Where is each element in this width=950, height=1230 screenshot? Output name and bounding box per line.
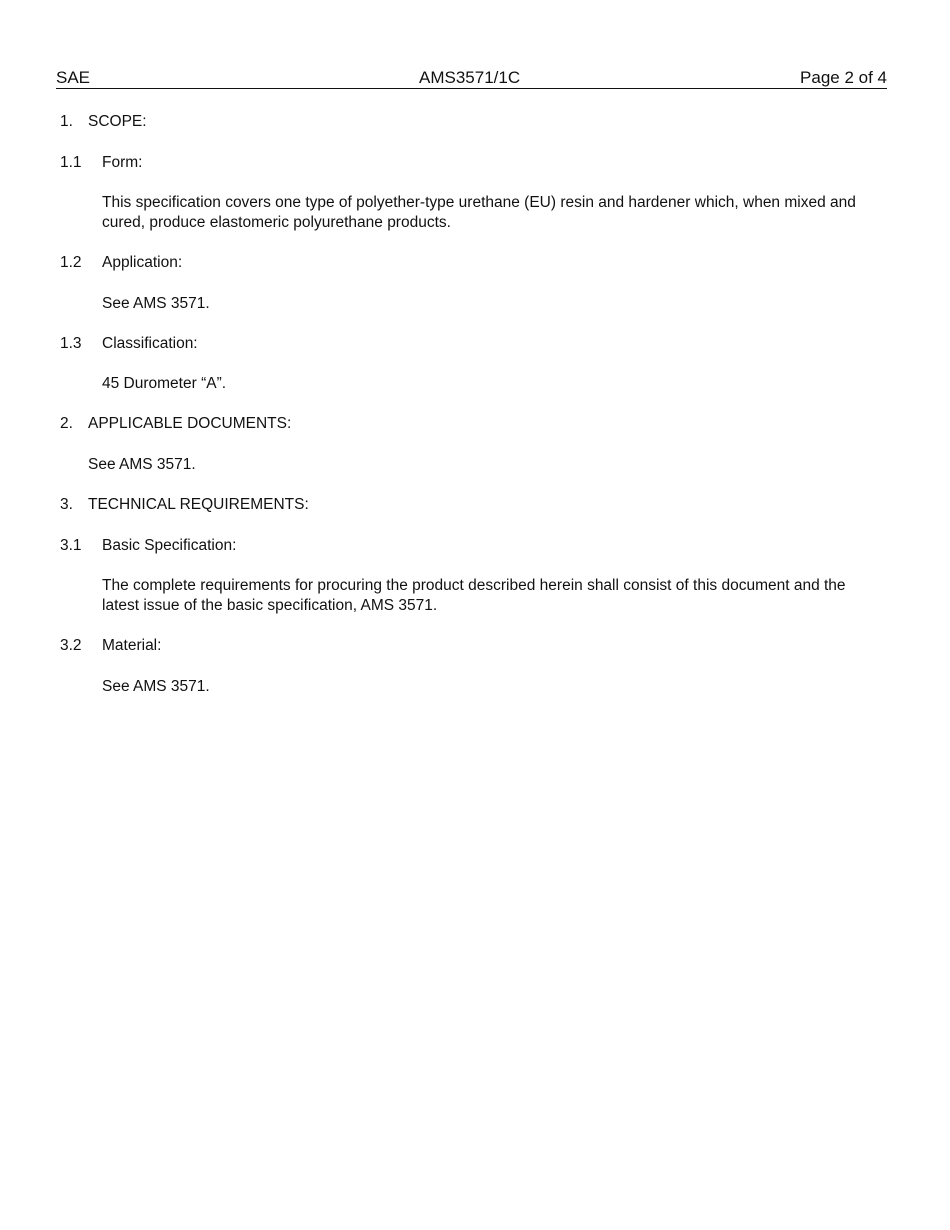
basic-specification-paragraph: The complete requirements for procuring the product described herein shall consist of this document and the latest issue of the basic specification, AMS 3571. [102, 577, 846, 614]
section-title: Material: [102, 637, 162, 654]
section-number: 1. [60, 113, 73, 130]
material-paragraph: See AMS 3571. [102, 678, 210, 695]
header-doc-number: AMS3571/1C [419, 68, 521, 87]
classification-paragraph: 45 Durometer “A”. [102, 375, 227, 392]
section-number: 1.1 [60, 154, 82, 171]
section-number: 2. [60, 415, 73, 432]
section-number: 3.2 [60, 637, 82, 654]
header-page-number: Page 2 of 4 [800, 68, 887, 87]
section-title: Application: [102, 254, 183, 271]
section-title: SCOPE: [88, 113, 147, 130]
section-number: 1.2 [60, 254, 82, 271]
header-org: SAE [56, 68, 91, 87]
section-title: Basic Specification: [102, 537, 237, 554]
section-title: APPLICABLE DOCUMENTS: [88, 415, 292, 432]
section-number: 1.3 [60, 335, 82, 352]
section-title: Form: [102, 154, 143, 171]
section-number: 3.1 [60, 537, 82, 554]
applicable-documents-paragraph: See AMS 3571. [88, 456, 196, 473]
page-header [56, 68, 887, 89]
application-paragraph: See AMS 3571. [102, 295, 210, 312]
section-title: TECHNICAL REQUIREMENTS: [88, 496, 309, 513]
form-paragraph: This specification covers one type of polyether-type urethane (EU) resin and hardener which, when mixed and cured, produce elastomeric polyurethane products. [102, 194, 856, 231]
section-title: Classification: [102, 335, 198, 352]
section-number: 3. [60, 496, 73, 513]
